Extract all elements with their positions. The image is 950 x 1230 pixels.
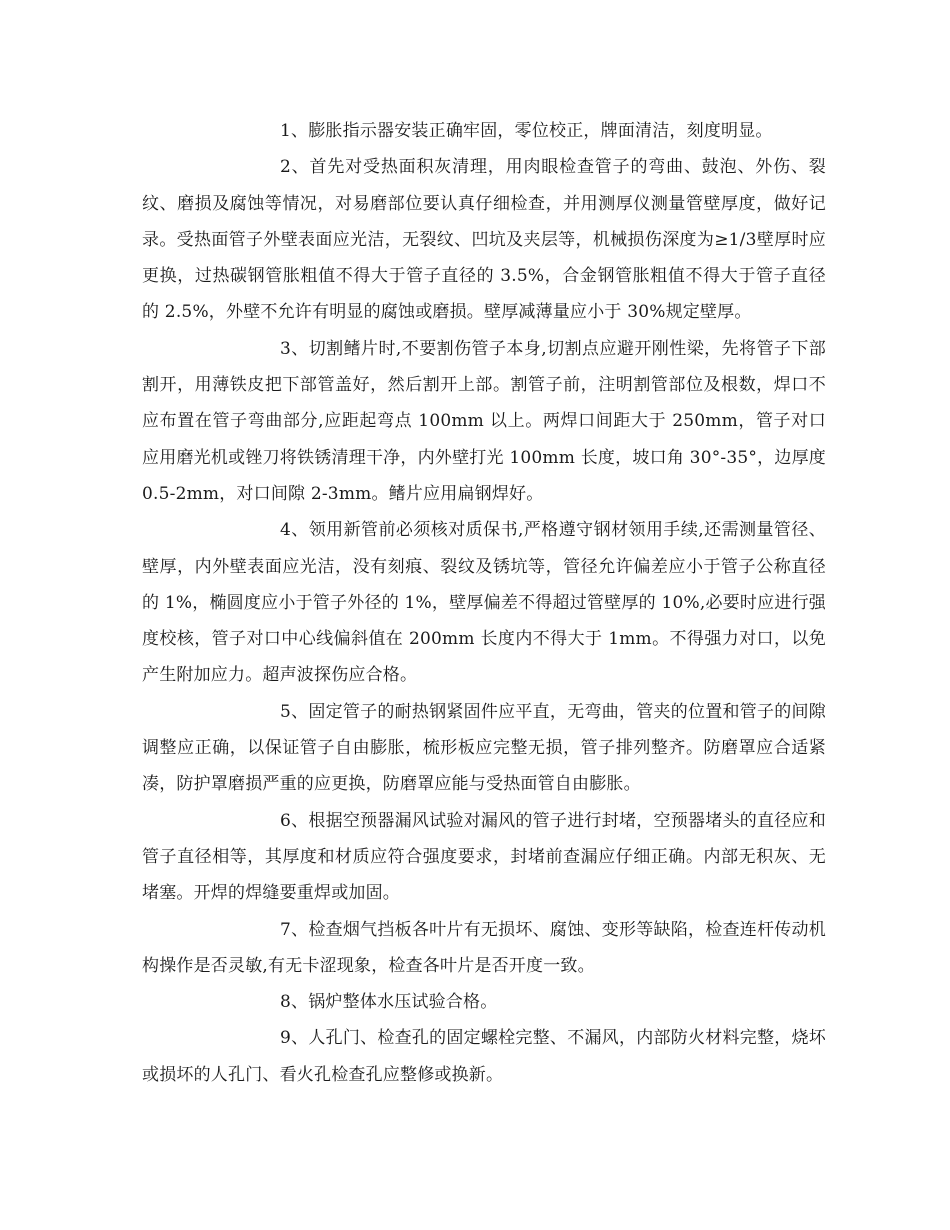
paragraph-8: 8、锅炉整体水压试验合格。 [280, 992, 498, 1013]
document-body [142, 113, 826, 1093]
paragraph-2: 2、首先对受热面积灰清理，用肉眼检查管子的弯曲、鼓泡、外伤、裂纹、磨损及腐蚀等情况，对易磨部位要认真仔细检查，并用测厚仪测量管壁厚度，做好记录。受热面管子外壁表面应光洁，无裂纹、凹坑及夹层等，机械损伤深度为≥1/3壁厚时应更换，过热碳钢管胀粗值不得大于管子直径的 3.5%，合金钢管胀粗值不得大于管子直径的 2.5%，外壁不允许有明显的腐蚀或磨损。壁厚减薄量应小于 30%规定壁厚。 [142, 157, 826, 323]
paragraph-9: 9、人孔门、检查孔的固定螺栓完整、不漏风，内部防火材料完整，烧坏或损坏的人孔门、看火孔检查孔应整修或换新。 [142, 1028, 826, 1085]
paragraph-1: 1、膨胀指示器安装正确牢固，零位校正，牌面清洁，刻度明显。 [280, 121, 773, 141]
paragraph-7: 7、检查烟气挡板各叶片有无损坏、腐蚀、变形等缺陷，检查连杆传动机构操作是否灵敏,有无卡涩现象，检查各叶片是否开度一致。 [142, 919, 826, 976]
paragraph-5: 5、固定管子的耐热钢紧固件应平直，无弯曲，管夹的位置和管子的间隙调整应正确，以保证管子自由膨胀，梳形板应完整无损，管子排列整齐。防磨罩应合适紧凑，防护罩磨损严重的应更换，防磨罩应能与受热面管自由膨胀。 [142, 701, 826, 795]
paragraph-4: 4、领用新管前必须核对质保书,严格遵守钢材领用手续,还需测量管径、壁厚，内外壁表面应光洁，没有刻痕、裂纹及锈坑等，管径允许偏差应小于管子公称直径的 1%，椭圆度应小于管子外径的 1%，壁厚偏差不得超过管壁厚的 10%,必要时应进行强度校核，管子对口中心线偏斜值在 200mm 长度内不得大于 1mm。不得强力对口，以免产生附加应力。超声波探伤应合格。 [142, 520, 826, 686]
paragraph-3: 3、切割鳍片时,不要割伤管子本身,切割点应避开刚性梁，先将管子下部割开，用薄铁皮把下部管盖好，然后割开上部。割管子前，注明割管部位及根数，焊口不应布置在管子弯曲部分,应距起弯点 100mm 以上。两焊口间距大于 250mm，管子对口应用磨光机或锉刀将铁锈清理干净，内外壁打光 100mm 长度，坡口角 30°-35°，边厚度 0.5-2mm，对口间隙 2-3mm。鳍片应用扁钢焊好。 [142, 338, 826, 504]
paragraph-6: 6、根据空预器漏风试验对漏风的管子进行封堵，空预器堵头的直径应和管子直径相等，其厚度和材质应符合强度要求，封堵前查漏应仔细正确。内部无积灰、无堵塞。开焊的焊缝要重焊或加固。 [142, 810, 826, 904]
